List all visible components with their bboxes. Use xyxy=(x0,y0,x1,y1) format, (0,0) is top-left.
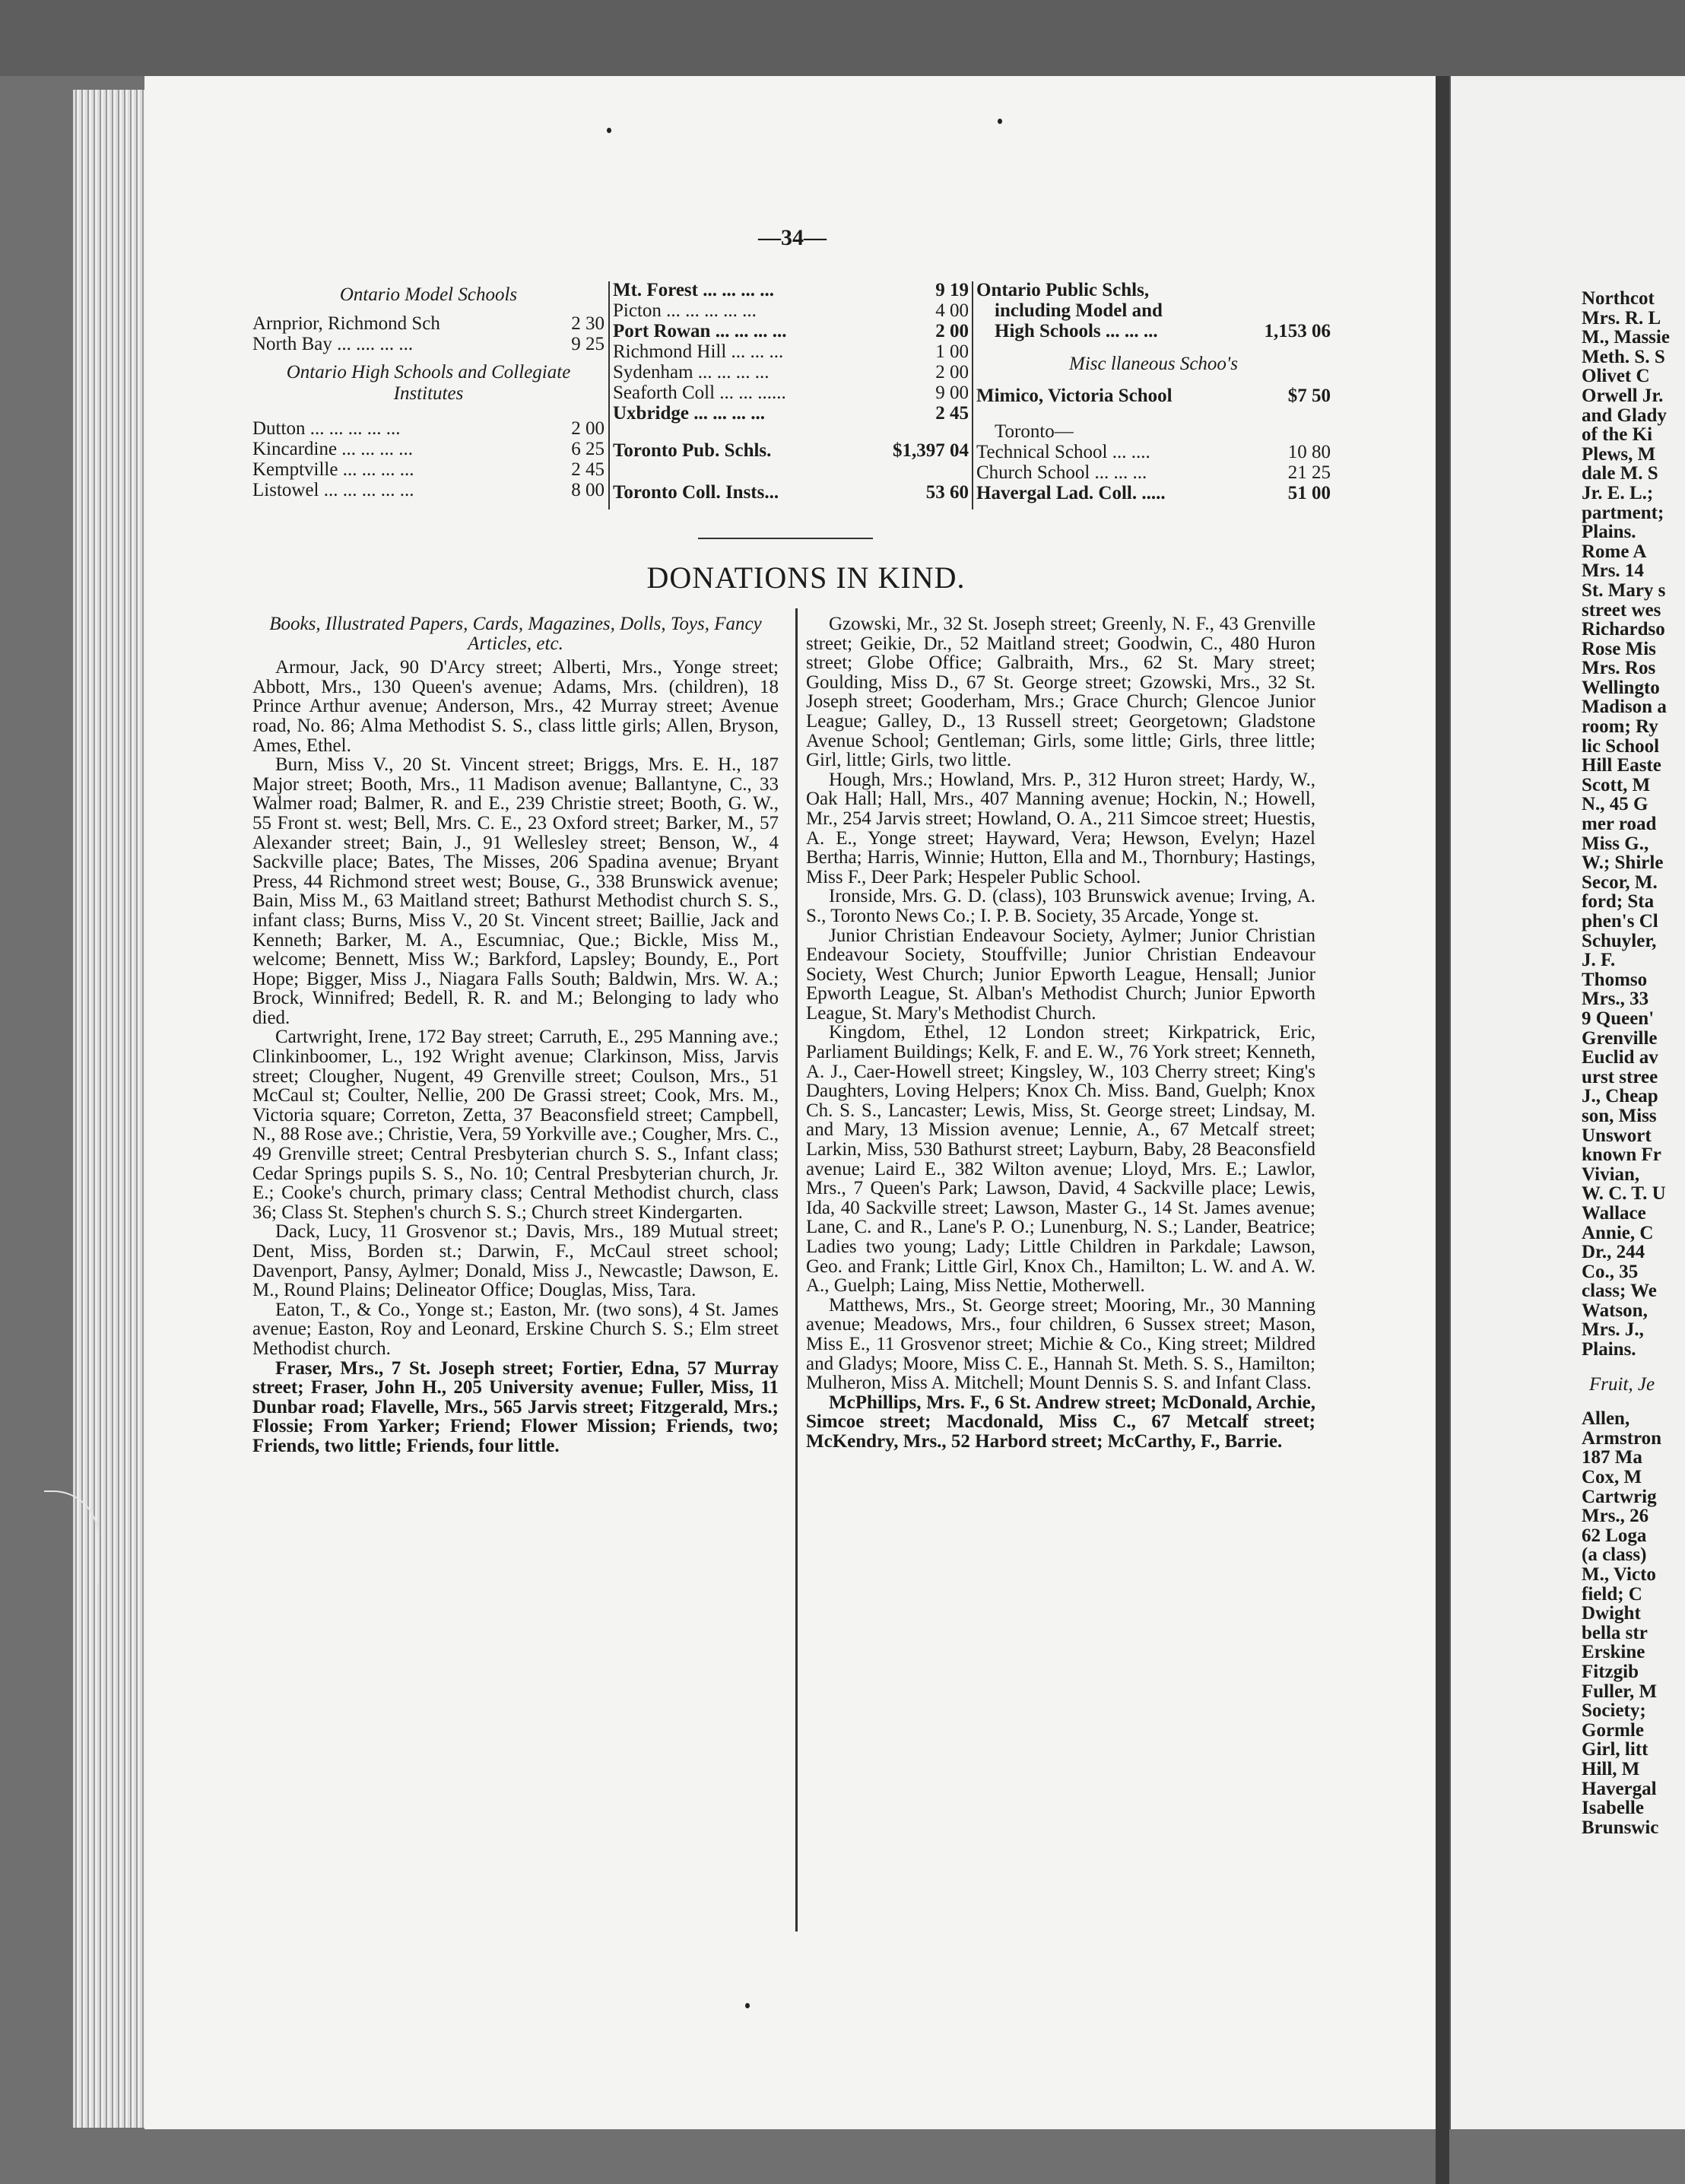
scan-background-top xyxy=(0,0,1685,76)
right-page-line: Secor, M. xyxy=(1582,871,1658,893)
donations-column-left xyxy=(252,614,779,1456)
right-page-line: Hill, M xyxy=(1582,1758,1640,1779)
right-page-line: Hill Easte xyxy=(1582,755,1661,776)
section-heading: DONATIONS IN KIND. xyxy=(646,560,966,595)
right-page-line: son, Miss xyxy=(1582,1105,1657,1126)
right-page-line: Mrs. R. L xyxy=(1582,307,1661,329)
right-page-line: J. F. xyxy=(1582,950,1616,971)
table-row: Kincardine ... ... ... ... 6 25 xyxy=(252,439,605,459)
table-row: Mimico, Victoria School $7 50 xyxy=(976,386,1331,406)
right-page-line: Brunswic xyxy=(1582,1817,1659,1838)
right-page-line: Unswort xyxy=(1582,1125,1652,1146)
right-page-line: Plains. xyxy=(1582,1339,1636,1360)
right-page-line: Watson, xyxy=(1582,1300,1648,1321)
right-page-line: and Glady xyxy=(1582,405,1667,426)
right-page-line: room; Ry xyxy=(1582,716,1658,738)
table-row: High Schools ... ... ... 1,153 06 xyxy=(995,321,1331,341)
right-page-line: Euclid av xyxy=(1582,1047,1658,1068)
right-page-line: Jr. E. L.; xyxy=(1582,482,1654,503)
right-page-line: Mrs. 14 xyxy=(1582,560,1644,582)
table-row: Richmond Hill ... ... ... 1 00 xyxy=(613,341,969,362)
right-page-line: St. Mary s xyxy=(1582,579,1666,601)
model-high-schools-table xyxy=(252,280,605,500)
donor-paragraph: Ironside, Mrs. G. D. (class), 103 Brunswick avenue; Irving, A. S., Toronto News Co.; I. P. B. Society, 35 Arcade, Yonge st. xyxy=(806,886,1315,926)
donor-paragraph: Kingdom, Ethel, 12 London street; Kirkpatrick, Eric, Parliament Buildings; Kelk, F. and E. W., 76 York street; Kenneth, A. J., Caer-Howell street; Kingsley, W., 103 Cherry street; King's Daughters, Loving Helpers; Knox Ch. Miss. Band, Guelph; Knox Ch. S. S., Lancaster; Lewis, Miss, St. George street; Lindsay, M. and Mary, 13 Mission avenue; Lennie, A., 67 Metcalf street; Larkin, Miss, 530 Bathurst street; Layburn, Baby, 28 Beaconsfield avenue; Laird E., 382 Wilton avenue; Lloyd, Mrs. E.; Lawlor, Mrs., 7 Queen's Park; Lawson, David, 4 Sackville place; Lewis, Ida, 40 Sackville street; Lawson, Master G., 14 St. James avenue; Lane, C. and R., Lane's P. O.; Lunenburg, N. S.; Lander, Beatrice; Ladies two young; Lady; Little Children in Parkdale; Lawson, Geo. and Frank; Little Girl, Knox Ch., Hamilton; L. W. and A. W. A., Guelph; Laing, Miss Nettie, Motherwell. xyxy=(806,1022,1315,1297)
donor-paragraph: Burn, Miss V., 20 St. Vincent street; Briggs, Mrs. E. H., 187 Major street; Booth, Mrs., 11 Madison avenue; Ballantyne, C., 33 Walmer road; Balmer, R. and E., 239 Christie street; Booth, G. W., 55 Front st. west; Bell, Mrs. C. E., 23 Oxford street; Barker, M., 57 Alexander street; Bain, J., 91 Wellesley street; Benson, W., 4 Sackville place; Bates, The Misses, 206 Spadina avenue; Bryant Press, 44 Richmond street west; Bouse, G., 338 Brunswick avenue; Bain, Miss M., 63 Maitland street; Bathurst Methodist church S. S., infant class; Burns, Miss V., 20 St. Vincent street; Baillie, Jack and Kenneth; Barker, M. A., Escumniac, Que.; Bickle, Miss M., welcome; Bennett, Miss W.; Barkford, Lapsley; Boundy, E., Port Hope; Bigger, Miss J., Niagara Falls South; Baldwin, Mrs. W. A.; Brock, Winnifred; Bedell, R. R. and M.; Belonging to lady who died. xyxy=(252,754,779,1028)
table-label: including Model and xyxy=(995,300,1163,321)
donor-paragraph: Dack, Lucy, 11 Grosvenor st.; Davis, Mrs., 189 Mutual street; Dent, Miss, Borden st.; Darwin, F., McCaul street school; Davenport, Pansy, Aylmer; Donald, Miss J., Newcastle; Dawson, E. M., Round Plains; Delineator Office; Douglas, Miss, Tara. xyxy=(252,1221,779,1301)
table-row: Arnprior, Richmond Sch 2 30 xyxy=(252,313,605,334)
column-rule xyxy=(972,281,973,509)
right-page-line: Society; xyxy=(1582,1700,1646,1722)
right-page-line: 9 Queen' xyxy=(1582,1008,1655,1029)
right-page-line: M., Victo xyxy=(1582,1564,1656,1585)
right-page-line: Erskine xyxy=(1582,1642,1645,1663)
right-page-line: N., 45 G xyxy=(1582,794,1649,815)
table-row: Picton ... ... ... ... ... 4 00 xyxy=(613,300,969,321)
right-page-line: Grenville xyxy=(1582,1027,1658,1049)
donor-paragraph: Eaton, T., & Co., Yonge st.; Easton, Mr. (two sons), 4 St. James avenue; Easton, Roy and Leonard, Erskine Church S. S.; Elm street Methodist church. xyxy=(252,1299,779,1359)
right-page-line: Dr., 244 xyxy=(1582,1242,1645,1263)
section-divider xyxy=(698,538,873,539)
donor-paragraph: Cartwright, Irene, 172 Bay street; Carruth, E., 295 Manning ave.; Clinkinboomer, L., 192 Wright avenue; Clarkinson, Miss, Jarvis street; Clougher, Nugent, 49 Grenville street; Coulson, Mrs., 51 McCaul st; Coulter, Nellie, 200 De Grassi street; Cook, Mrs. M., Victoria square; Correton, Zetta, 37 Beaconsfield street; Campbell, N., 88 Rose ave.; Christie, Vera, 59 Yorkville ave.; Cougher, Mrs. C., 49 Grenville street; Central Presbyterian church S. S., Infant class; Cedar Springs pupils S. S., No. 10; Central Presbyterian church, Jr. E.; Cooke's church, primary class; Central Methodist church, class 36; Class St. Stephen's church S. S.; Church street Kindergarten. xyxy=(252,1027,779,1223)
right-page-line: Meth. S. S xyxy=(1582,346,1665,367)
donor-paragraph: Junior Christian Endeavour Society, Aylmer; Junior Christian Endeavour Society, Stouffville; Junior Christian Endeavour Society, West Church; Junior Epworth League, Hensall; Junior Epworth League, St. Alban's Methodist Church; Junior Epworth League, St. Mary's Methodist Church. xyxy=(806,925,1315,1024)
right-page-line: class; We xyxy=(1582,1281,1657,1302)
right-page-text xyxy=(1582,289,1685,1837)
right-page-line: Miss G., xyxy=(1582,833,1649,854)
column-rule xyxy=(795,608,798,1932)
right-page-line: Cartwrig xyxy=(1582,1486,1657,1507)
table-row: Uxbridge ... ... ... ... 2 45 xyxy=(613,403,969,424)
table-row: Dutton ... ... ... ... ... 2 00 xyxy=(252,418,605,439)
right-page-line: Northcot xyxy=(1582,288,1655,309)
right-page-line: Cox, M xyxy=(1582,1467,1642,1488)
donor-paragraph: Fraser, Mrs., 7 St. Joseph street; Fortier, Edna, 57 Murray street; Fraser, John H., 205 University avenue; Fuller, Miss, 11 Dunbar road; Flavelle, Mrs., 565 Jarvis street; Fitzgerald, Mrs.; Flossie; From Yarker; Friend; Flower Mission; Friends, two; Friends, two little; Friends, four little. xyxy=(252,1357,779,1456)
right-page-line: 62 Loga xyxy=(1582,1525,1647,1546)
table-heading: Misc llaneous Schoo's xyxy=(1069,354,1238,374)
right-page-line: Annie, C xyxy=(1582,1222,1654,1243)
donor-paragraph: Matthews, Mrs., St. George street; Mooring, Mr., 30 Manning avenue; Meadows, Mrs., four children, 6 Sussex street; Mason, Miss E., 11 Grosvenor street; Michie & Co., King street; Mildred and Gladys; Moore, Miss C. E., Hannah St. Meth. S. S., Hamilton; Mulheron, Miss A. Mitchell; Mount Dennis S. S. and Infant Class. xyxy=(806,1294,1315,1394)
donor-paragraph: Gzowski, Mr., 32 St. Joseph street; Greenly, N. F., 43 Grenville street; Geikie, Dr., 52 Maitland street; Goodwin, C., 480 Huron street; Globe Office; Galbraith, Mrs., 62 St. Mary street; Goulding, Miss D., 67 St. George street; Gzowski, Mrs., 32 St. Joseph street; Gooderham, Mrs.; Grace Church; Glencoe Junior League; Galley, D., 13 Russell street; Georgetown; Gladstone Avenue School; Gentleman; Girls, some little; Girls, three little; Girl, little; Girls, two little. xyxy=(806,614,1315,771)
book-page-edges xyxy=(73,90,149,2128)
table-row: Technical School ... .... 10 80 xyxy=(976,442,1331,462)
right-page-line: Mrs. Ros xyxy=(1582,658,1656,679)
right-page-line: Gormle xyxy=(1582,1719,1644,1741)
right-page-line: Plews, M xyxy=(1582,443,1656,465)
right-page-line: Madison a xyxy=(1582,697,1667,718)
table-heading: Ontario Model Schools xyxy=(339,284,518,305)
right-page-line: known Fr xyxy=(1582,1144,1661,1166)
right-page-line: dale M. S xyxy=(1582,463,1658,484)
right-page-line: 187 Ma xyxy=(1582,1447,1642,1468)
right-page-line: Schuyler, xyxy=(1582,930,1657,951)
right-page-line: (a class) xyxy=(1582,1544,1647,1566)
right-page-line: W. C. T. U xyxy=(1582,1183,1666,1205)
right-page-line: Dwight xyxy=(1582,1603,1641,1624)
right-page-line: Isabelle xyxy=(1582,1798,1644,1819)
donor-paragraph: McPhillips, Mrs. F., 6 St. Andrew street; McDonald, Archie, Simcoe street; Macdonald, Miss C., 67 Metcalf street; McKendry, Mrs., 52 Harbord street; McCarthy, F., Barrie. xyxy=(806,1392,1315,1452)
right-page-line: Armstron xyxy=(1582,1427,1662,1449)
right-page-line: Richardso xyxy=(1582,619,1665,640)
right-page-lines xyxy=(1582,1409,1685,1837)
right-page-line: Plains. xyxy=(1582,522,1636,543)
paper-speck xyxy=(745,2003,750,2008)
table-row: Port Rowan ... ... ... ... 2 00 xyxy=(613,321,969,341)
table-row: Listowel ... ... ... ... ... 8 00 xyxy=(252,480,605,500)
table-label: Ontario Public Schls, xyxy=(976,280,1150,300)
table-row: Seaforth Coll ... ... ...... 9 00 xyxy=(613,383,969,403)
public-misc-schools-table xyxy=(976,280,1331,503)
paper-speck xyxy=(607,128,611,133)
right-page-subheading: Fruit, Je xyxy=(1589,1373,1655,1395)
right-page-line: Wellingto xyxy=(1582,677,1660,698)
right-page-line: Girl, litt xyxy=(1582,1739,1649,1760)
table-row: Church School ... ... ... 21 25 xyxy=(976,462,1331,483)
donor-paragraph: Armour, Jack, 90 D'Arcy street; Alberti, Mrs., Yonge street; Abbott, Mrs., 130 Queen's avenue; Adams, Mrs. (children), 18 Prince Arthur avenue; Anderson, Mrs., 42 Murray street; Avenue road, No. 86; Alma Methodist S. S., class little girls; Allen, Bryson, Ames, Ethel. xyxy=(252,657,779,756)
book-gutter xyxy=(1436,76,1449,2184)
table-row: North Bay ... .... ... ... 9 25 xyxy=(252,334,605,354)
right-page-line: field; C xyxy=(1582,1583,1642,1605)
table-row: Sydenham ... ... ... ... 2 00 xyxy=(613,362,969,383)
high-schools-table-continued xyxy=(613,280,969,503)
right-page-line: W.; Shirle xyxy=(1582,852,1664,874)
right-page-line: Mrs., 33 xyxy=(1582,989,1649,1010)
right-page-line: Co., 35 xyxy=(1582,1261,1639,1282)
right-page-line: of the Ki xyxy=(1582,424,1653,446)
donations-column-middle xyxy=(806,614,1315,1452)
right-page-line: Olivet C xyxy=(1582,366,1650,387)
table-row: Toronto Pub. Schls. $1,397 04 xyxy=(613,440,969,461)
column-rule xyxy=(608,281,610,509)
right-page-line: Fuller, M xyxy=(1582,1681,1658,1702)
table-row: Mt. Forest ... ... ... ... 9 19 xyxy=(613,280,969,300)
table-heading: Ontario High Schools and Collegiate Institutes xyxy=(286,362,571,404)
right-page-line: bella str xyxy=(1582,1622,1648,1643)
table-row: Kemptville ... ... ... ... 2 45 xyxy=(252,459,605,480)
right-page-line: ford; Sta xyxy=(1582,891,1655,913)
page-number: —34— xyxy=(758,225,827,250)
paper-speck xyxy=(998,119,1002,124)
right-page-lines xyxy=(1582,289,1685,1360)
table-label: Toronto— xyxy=(995,421,1074,442)
right-page-line: Havergal xyxy=(1582,1778,1657,1799)
table-row: Toronto Coll. Insts... 53 60 xyxy=(613,482,969,503)
right-page-line: Orwell Jr. xyxy=(1582,385,1664,406)
right-page-line: Vivian, xyxy=(1582,1163,1640,1185)
right-page-line: partment; xyxy=(1582,502,1664,523)
donor-paragraph: Hough, Mrs.; Howland, Mrs. P., 312 Huron street; Hardy, W., Oak Hall; Hall, Mrs., 407 Manning avenue; Hockin, N.; Howell, Mr., 254 Jarvis street; Howland, O. A., 211 Simcoe street; Huestis, A. E., Yonge street; Hayward, Vera; Hewson, Evelyn; Hazel Bertha; Harris, Winnie; Hutton, Ella and M., Thornbury; Hastings, Miss F., Deer Park; Hespeler Public School. xyxy=(806,769,1315,887)
right-page-line: lic School xyxy=(1582,735,1660,757)
right-page-line: Scott, M xyxy=(1582,774,1651,795)
right-page-line: street wes xyxy=(1582,599,1661,621)
right-page-line: phen's Cl xyxy=(1582,911,1658,932)
right-page-line: Wallace xyxy=(1582,1202,1646,1224)
right-page-line: mer road xyxy=(1582,814,1657,835)
right-page-line: J., Cheap xyxy=(1582,1086,1658,1107)
right-page-line: Allen, xyxy=(1582,1408,1630,1430)
right-page-line: Mrs. J., xyxy=(1582,1319,1644,1341)
right-page-line: Mrs., 26 xyxy=(1582,1506,1649,1527)
right-page-line: Thomso xyxy=(1582,969,1648,990)
right-page-line: Rome A xyxy=(1582,541,1647,562)
right-page-line: Rose Mis xyxy=(1582,638,1656,659)
right-page-line: urst stree xyxy=(1582,1066,1658,1087)
right-page-line: Fitzgib xyxy=(1582,1661,1639,1682)
column-subheading: Books, Illustrated Papers, Cards, Magazines, Dolls, Toys, Fancy Articles, etc. xyxy=(269,614,762,654)
right-page-line: M., Massie xyxy=(1582,327,1670,348)
table-row: Havergal Lad. Coll. ..... 51 00 xyxy=(976,483,1331,503)
